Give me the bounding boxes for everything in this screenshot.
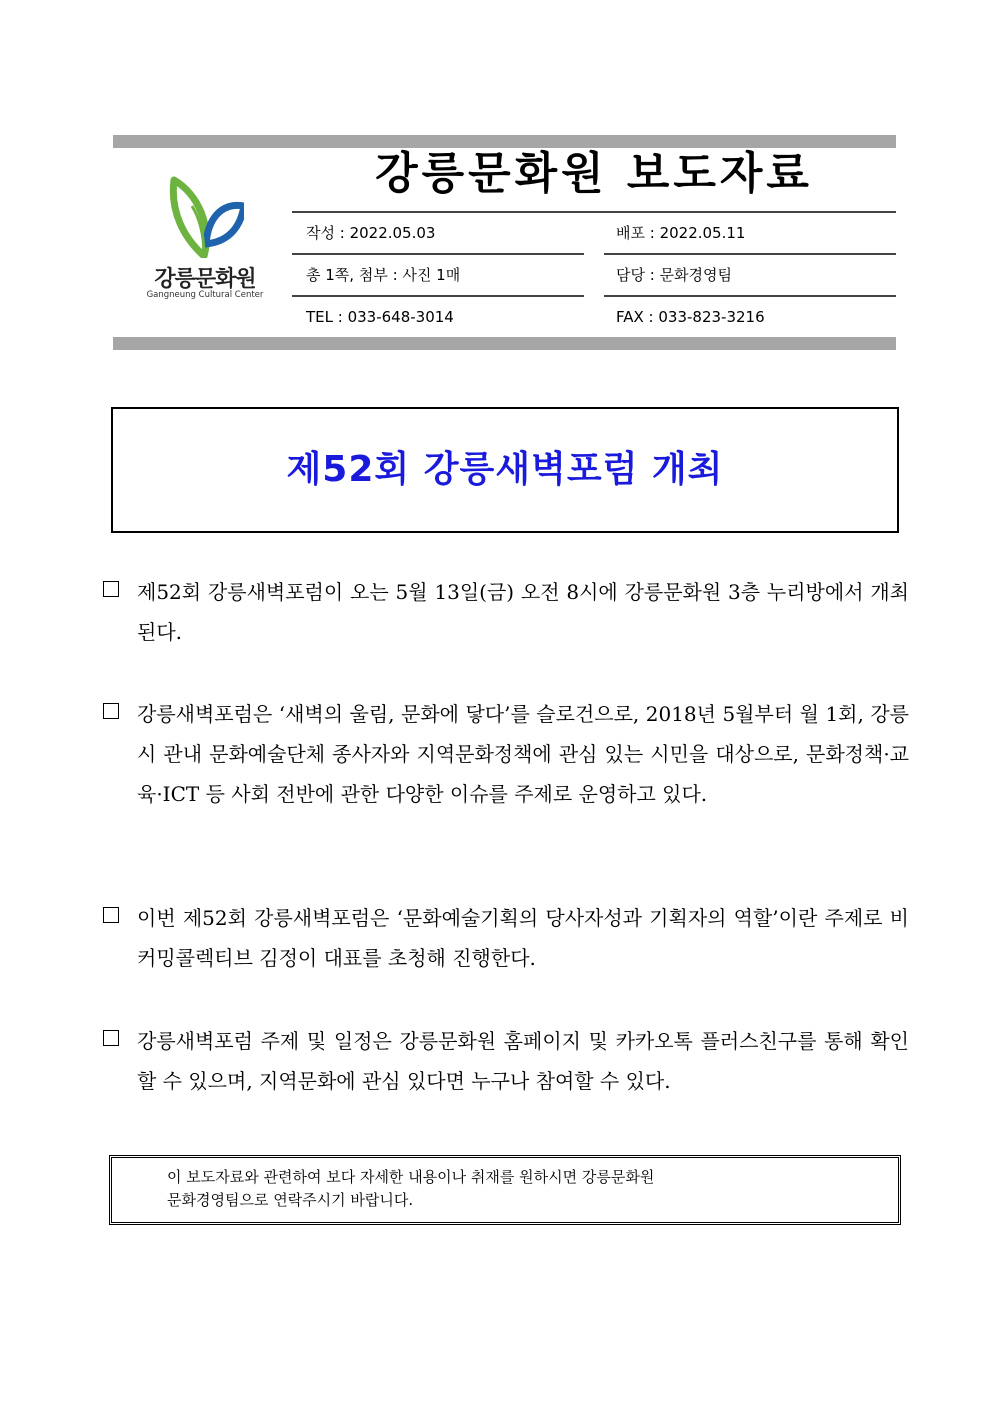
paragraph-4 (103, 1021, 909, 1101)
headline-box (111, 407, 899, 533)
paragraph-text: 강릉새벽포럼 주제 및 일정은 강릉문화원 홈페이지 및 카카오톡 플러스친구를 통해 확인할 수 있으며, 지역문화에 관심 있다면 누구나 참여할 수 있다. (137, 1029, 909, 1093)
header-divider (604, 295, 896, 297)
paragraph-text: 제52회 강릉새벽포럼이 오는 5월 13일(금) 오전 8시에 강릉문화원 3층 누리방에서 개최된다. (137, 580, 909, 644)
header-divider (292, 295, 584, 297)
document-title: 강릉문화원 보도자료 (375, 148, 813, 199)
paragraph-text: 이번 제52회 강릉새벽포럼은 ‘문화예술기획의 당사자성과 기획자의 역할’이란 주제로 비커밍콜렉티브 김정이 대표를 초청해 진행한다. (137, 906, 909, 970)
header-bottom-bar (113, 337, 896, 350)
contact-note-line: 문화경영팀으로 연락주시기 바랍니다. (167, 1191, 414, 1209)
paragraph-2 (103, 694, 909, 814)
telephone-number: TEL : 033-648-3014 (306, 308, 454, 326)
checkbox-bullet-icon (103, 1030, 119, 1046)
header-divider (292, 211, 896, 213)
logo-english-name: Gangneung Cultural Center (146, 290, 264, 300)
checkbox-bullet-icon (103, 907, 119, 923)
page-count: 총 1쪽, 첨부 : 사진 1매 (306, 266, 461, 284)
header-divider (604, 253, 896, 255)
headline: 제52회 강릉새벽포럼 개최 (286, 449, 724, 490)
paragraph-3 (103, 898, 909, 978)
responsible-team: 담당 : 문화경영팀 (616, 266, 733, 284)
contact-note (167, 1166, 867, 1212)
checkbox-bullet-icon (103, 581, 119, 597)
organization-logo (140, 172, 270, 307)
fax-number: FAX : 033-823-3216 (616, 308, 765, 326)
written-date: 작성 : 2022.05.03 (306, 224, 436, 242)
contact-note-box (109, 1155, 901, 1225)
contact-note-line: 이 보도자료와 관련하여 보다 자세한 내용이나 취재를 원하시면 강릉문화원 (167, 1168, 655, 1186)
leaf-logo-icon (168, 172, 244, 258)
distribution-date: 배포 : 2022.05.11 (616, 224, 746, 242)
paragraph-text: 강릉새벽포럼은 ‘새벽의 울림, 문화에 닿다’를 슬로건으로, 2018년 5월부터 월 1회, 강릉시 관내 문화예술단체 종사자와 지역문화정책에 관심 있는 시민을 대상으로, 문화정책·교육·ICT 등 사회 전반에 관한 다양한 이슈를 주제로 운영하고 있다. (137, 702, 909, 806)
checkbox-bullet-icon (103, 703, 119, 719)
header-divider (292, 253, 584, 255)
logo-korean-name: 강릉문화원 (154, 267, 256, 292)
paragraph-1 (103, 572, 909, 652)
